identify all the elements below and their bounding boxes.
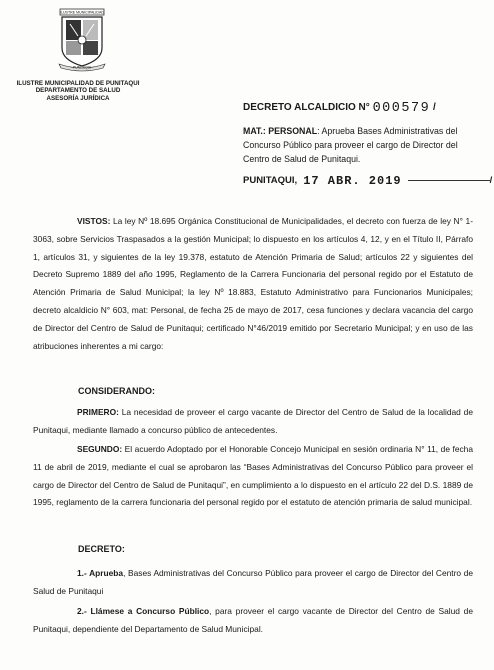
decree-number: 000579 — [372, 101, 431, 116]
crest-text: ILUSTRE MUNICIPALIDAD — [59, 10, 105, 15]
vistos-text: La ley Nº 18.695 Orgánica Constitucional de Municipalidades, el decreto con fuerza de ley N° 1-3063, sobre Servicios Traspasados a la gestión Municipal; lo dispuesto en los artículos 4, 12, y en el Título II, Párrafo 1, artículos 31, y siguientes de la ley 19.378, estatuto de Atención Primaria de Salud; artículos 22 y siguientes del Decreto Supremo 1889 del año 1995, Reglamento de la Carrera Funcionaria del personal regido por el Estatuto de Atención Primaria de Salud Municipal; la ley Nº 18.883, Estatuto Administrativo para Funcionarios Municipales; decreto alcaldicio N° 603, mat: Personal, de fecha 25 de mayo de 2017, cesa funciones y declara vacancia del cargo de Director del Centro de Salud de Punitaqui; certificado N°46/2019 emitido por Secretario Municipal; y en uso de las atribuciones inherentes a mi cargo: — [33, 216, 473, 351]
decree-item-1-text: , Bases Administrativas del Concurso Público para proveer el cargo de Director del Centro de Salud de Punitaqui — [33, 568, 474, 596]
decree-item-2 — [33, 603, 473, 639]
decree-date-stamp: 17 ABR. 2019 — [303, 174, 402, 188]
primero-text: La necesidad de proveer el cargo vacante de Director del Centro de Salud de la localidad de Punitaqui, mediante llamado a concurso público de antecedentes. — [33, 407, 473, 435]
decree-item-2-label: 2.- Llámese a Concurso Público — [77, 606, 210, 616]
vistos-paragraph — [33, 213, 473, 355]
date-underline — [408, 180, 490, 181]
decree-place: PUNITAQUI, — [243, 175, 298, 186]
subject-text: : Aprueba Bases Administrativas del Concurso Público para proveer el cargo de Director del Centro de Salud de Punitaqui. — [243, 126, 458, 164]
decree-number-slash: / — [432, 102, 436, 113]
office-name: ASESORÍA JURÍDICA — [46, 94, 110, 102]
segundo-label: SEGUNDO: — [77, 444, 123, 454]
considerando-heading: CONSIDERANDO: — [78, 386, 156, 396]
municipality-name: ILUSTRE MUNICIPALIDAD DE PUNITAQUI — [16, 80, 140, 87]
segundo-text: El acuerdo Adoptado por el Honorable Concejo Municipal en sesión ordinaria N° 11, de fecha 11 de abril de 2019, mediante el cual se aprobaron las “Bases Administrativas del Concurso Público para proveer el cargo de Director del Centro de Salud de Punitaqui”, en cumplimiento a lo dispuesto en el artículo 22 del D.S. 1889 de 1995, reglamento de la carrera funcionaria del personal regido por el estatuto de atención primaria de salud municipal. — [33, 444, 473, 508]
vistos-label: VISTOS: — [77, 216, 111, 226]
decree-item-2-text: , para proveer el cargo vacante de Director del Centro de Salud de Punitaqui, dependiente del Departamento de Salud Municipal. — [33, 606, 473, 634]
subject-label: MAT.: PERSONAL — [243, 126, 318, 136]
department-name: DEPARTAMENTO DE SALUD — [35, 87, 121, 95]
decree-item-1 — [33, 565, 473, 601]
municipal-crest-icon — [56, 8, 108, 72]
primero-paragraph — [33, 404, 473, 440]
primero-label: PRIMERO: — [77, 407, 119, 417]
decree-label: DECRETO ALCALDICIO N° — [243, 102, 370, 113]
decree-subject — [243, 124, 475, 166]
decree-date-line: PUNITAQUI, 17 ABR. 2019 / — [243, 174, 493, 188]
issuing-office — [8, 80, 148, 102]
decree-number-line — [243, 101, 436, 116]
crest-ribbon: PUNITAQUI — [72, 65, 92, 70]
decreto-heading: DECRETO: — [78, 544, 125, 554]
decree-item-1-label: 1.- Aprueba — [77, 568, 124, 578]
segundo-paragraph — [33, 441, 473, 512]
